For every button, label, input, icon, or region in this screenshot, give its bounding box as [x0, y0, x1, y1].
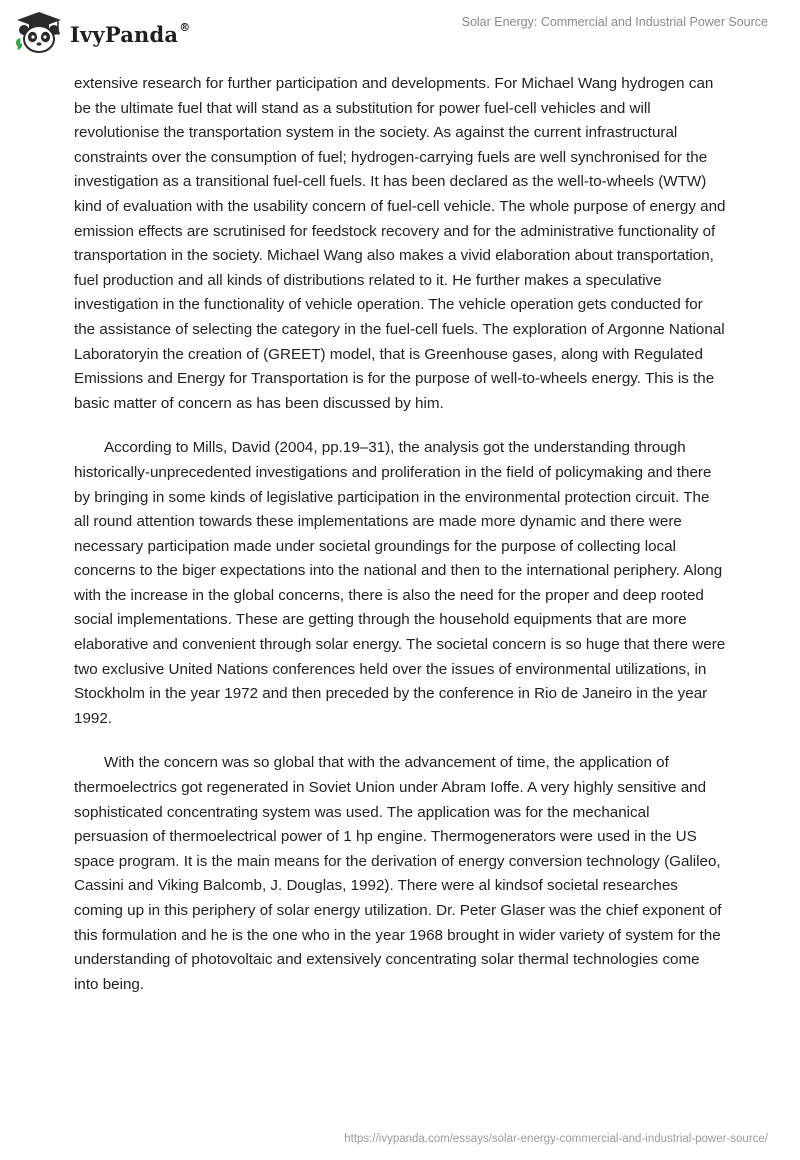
- site-logo[interactable]: [14, 10, 190, 56]
- paragraph: extensive research for further participation and developments. For Michael Wang hydrogen can be the ultimate fuel that will stand as a substitution for power fuel-cell vehicles and will revolutionise the transportation system in the society. As against the current infrastructural constraints over the consumption of fuel; hydrogen-carrying fuels are well synchronised for the investigation as a transitional fuel-cell fuels. It has been declared as the well-to-wheels (WTW) kind of evaluation with the usability concern of fuel-cell vehicle. The whole purpose of energy and emission effects are scrutinised for feedstock recovery and for the administrative functionality of transportation in the society. Michael Wang also makes a vivid elaboration about transportation, fuel production and all kinds of distributions related to it. He further makes a speculative investigation in the functionality of vehicle operation. The vehicle operation gets conducted for the assistance of selecting the category in the fuel-cell fuels. The exploration of Argonne National Laboratoryin the creation of (GREET) model, that is Greenhouse gases, along with Regulated Emissions and Energy for Transportation is for the purpose of well-to-wheels energy. This is the basic matter of concern as has been discussed by him.: [74, 75, 726, 412]
- source-url[interactable]: https://ivypanda.com/essays/solar-energy-commercial-and-industrial-power-source/: [344, 1133, 768, 1145]
- paragraph: With the concern was so global that with the advancement of time, the application of thermoelectrics got regenerated in Soviet Union under Abram Ioffe. A very highly sensitive and sophisticated concentrating system was used. The application was for the mechanical persuasion of thermoelectrical power of 1 hp engine. Thermogenerators were used in the US space program. It is the main means for the derivation of energy conversion technology (Galileo, Cassini and Viking Balcomb, J. Douglas, 1992). There were al kindsof societal researches coming up in this periphery of solar energy utilization. Dr. Peter Glaser was the chief exponent of this formulation and he is the one who in the year 1968 brought in wider variety of system for the understanding of photovoltaic and extensively concentrating solar thermal technologies come into being.: [74, 754, 722, 993]
- document-title: Solar Energy: Commercial and Industrial Power Source: [461, 15, 768, 29]
- panda-graduate-icon: [14, 10, 64, 56]
- brand-name: IvyPanda®: [70, 20, 191, 47]
- registered-mark: ®: [179, 20, 191, 34]
- essay-body: [74, 72, 726, 1017]
- page-header: [0, 0, 800, 70]
- paragraph: According to Mills, David (2004, pp.19–31), the analysis got the understanding through historically-unprecedented investigations and proliferation in the field of policymaking and there by bringing in some kinds of legislative participation in the environmental protection circuit. The all round attention towards these implementations are made more dynamic and there were necessary participation made under societal groundings for the purpose of collecting local concerns to the biger expectations into the national and then to the international periphery. Along with the increase in the global concerns, there is also the need for the proper and deep rooted social implementations. These are getting through the household equipments that are more elaborative and convenient through solar energy. The societal concern is so huge that there were two exclusive United Nations conferences held over the issues of environmental utilizations, in Stockholm in the year 1972 and then preceded by the conference in Rio de Janeiro in the year 1992.: [74, 439, 726, 727]
